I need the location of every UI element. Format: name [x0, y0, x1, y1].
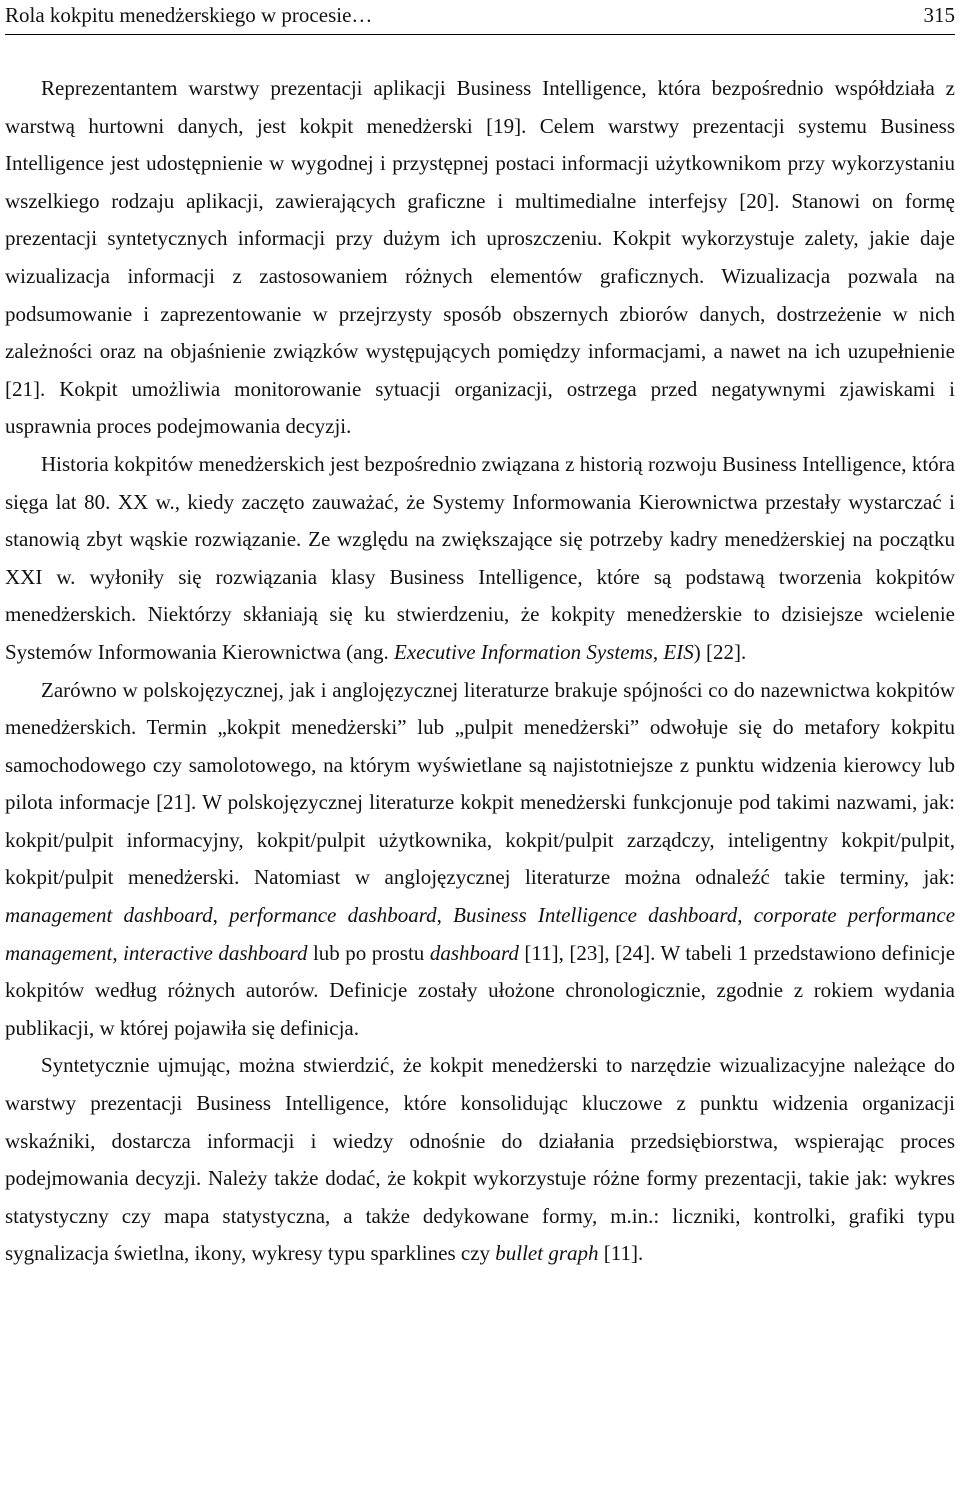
text-run: ,: [212, 903, 230, 928]
paragraph: [5, 1047, 955, 1273]
text-run: ,: [737, 903, 754, 928]
paragraph: [5, 672, 955, 1048]
text-run: [11].: [598, 1241, 644, 1266]
paragraph: [5, 446, 955, 672]
italic-term: Business Intelligence dashboard: [453, 903, 738, 928]
italic-term: interactive dashboard: [123, 940, 308, 965]
document-page: [5, 0, 955, 1273]
running-header-title: Rola kokpitu menedżerskiego w procesie…: [5, 3, 373, 27]
italic-term: corporate performance management: [5, 903, 956, 965]
text-run: Syntetycznie ujmując, można stwierdzić, że kokpit menedżerski to narzędzie wizualizacyjne należące do warstwy prezentacji Business Intelligence, które konsolidując kluczowe z punktu widzenia organizacji wskaźniki, dostarcza informacji i wiedzy odnośnie do działania przedsiębiorstwa, wspierając proces podejmowania decyzji. Należy także dodać, że kokpit wykorzystuje różne formy prezentacji, takie jak: wykres statystyczny czy mapa statystyczna, a także dedykowane formy, m.in.: liczniki, kontrolki, grafiki typu sygnalizacja świetlna, ikony, wykresy typu sparklines czy: [5, 1053, 955, 1266]
text-run: Zarówno w polskojęzycznej, jak i anglojęzycznej literaturze brakuje spójności co do nazewnictwa kokpitów menedżerskich. Termin „kokpit menedżerski” lub „pulpit menedżerski” odwołuje się do metafory kokpitu samochodowego czy samolotowego, na którym wyświetlane są najistotniejsze z punktu widzenia kierowcy lub pilota informacje [21]. W polskojęzycznej literaturze kokpit menedżerski funkcjonuje pod takimi nazwami, jak: kokpit/pulpit informacyjny, kokpit/pulpit użytkownika, kokpit/pulpit zarządczy, inteligentny kokpit/pulpit, kokpit/pulpit menedżerski. Natomiast w anglojęzycznej literaturze można odnaleźć takie terminy, jak:: [5, 677, 955, 890]
text-run: Historia kokpitów menedżerskich jest bezpośrednio związana z historią rozwoju Business Intelligence, która sięga lat 80. XX w., kiedy zaczęto zauważać, że Systemy Informowania Kierownictwa przestały wystarczać i stanowią zbyt wąskie rozwiązanie. Ze względu na zwiększające się potrzeby kadry menedżerskiej na początku XXI w. wyłoniły się rozwiązania klasy Business Intelligence, które są podstawą tworzenia kokpitów menedżerskich. Niektórzy skłaniają się ku stwierdzeniu, że kokpity menedżerskie to dzisiejsze wcielenie Systemów Informowania Kierownictwa (ang.: [5, 451, 955, 664]
text-run: lub po prostu: [307, 940, 430, 965]
text-run: ) [22].: [693, 639, 747, 664]
text-run: ,: [436, 903, 454, 928]
italic-term: dashboard: [429, 940, 519, 965]
body-text: [5, 70, 955, 1273]
italic-term: management dashboard: [5, 903, 213, 928]
italic-term: bullet graph: [495, 1241, 599, 1266]
text-run: [11], [23], [24]. W tabeli 1 przedstawiono definicje kokpitów według różnych autorów. Definicje zostały ułożone chronologicznie, zgodnie z rokiem wydania publikacji, w której pojawiła się definicja.: [5, 940, 956, 1040]
text-run: ,: [112, 940, 124, 965]
running-header: [5, 0, 955, 35]
italic-term: performance dashboard: [229, 903, 437, 928]
italic-term: Executive Information Systems, EIS: [393, 639, 694, 664]
page-number: 315: [923, 3, 955, 27]
paragraph: [5, 70, 955, 446]
text-run: Reprezentantem warstwy prezentacji aplikacji Business Intelligence, która bezpośrednio współdziała z warstwą hurtowni danych, jest kokpit menedżerski [19]. Celem warstwy prezentacji systemu Business Intelligence jest udostępnienie w wygodnej i przystępnej postaci informacji użytkownikom przy wykorzystaniu wszelkiego rodzaju aplikacji, zawierających graficzne i multimedialne interfejsy [20]. Stanowi on formę prezentacji syntetycznych informacji przy dużym ich uproszczeniu. Kokpit wykorzystuje zalety, jakie daje wizualizacja informacji z zastosowaniem różnych elementów graficznych. Wizualizacja pozwala na podsumowanie i zaprezentowanie w przejrzysty sposób obszernych zbiorów danych, dostrzeżenie w nich zależności oraz na objaśnienie związków występujących pomiędzy informacjami, a nawet na ich uzupełnienie [21]. Kokpit umożliwia monitorowanie sytuacji organizacji, ostrzega przed negatywnymi zjawiskami i usprawnia proces podejmowania decyzji.: [5, 76, 955, 439]
